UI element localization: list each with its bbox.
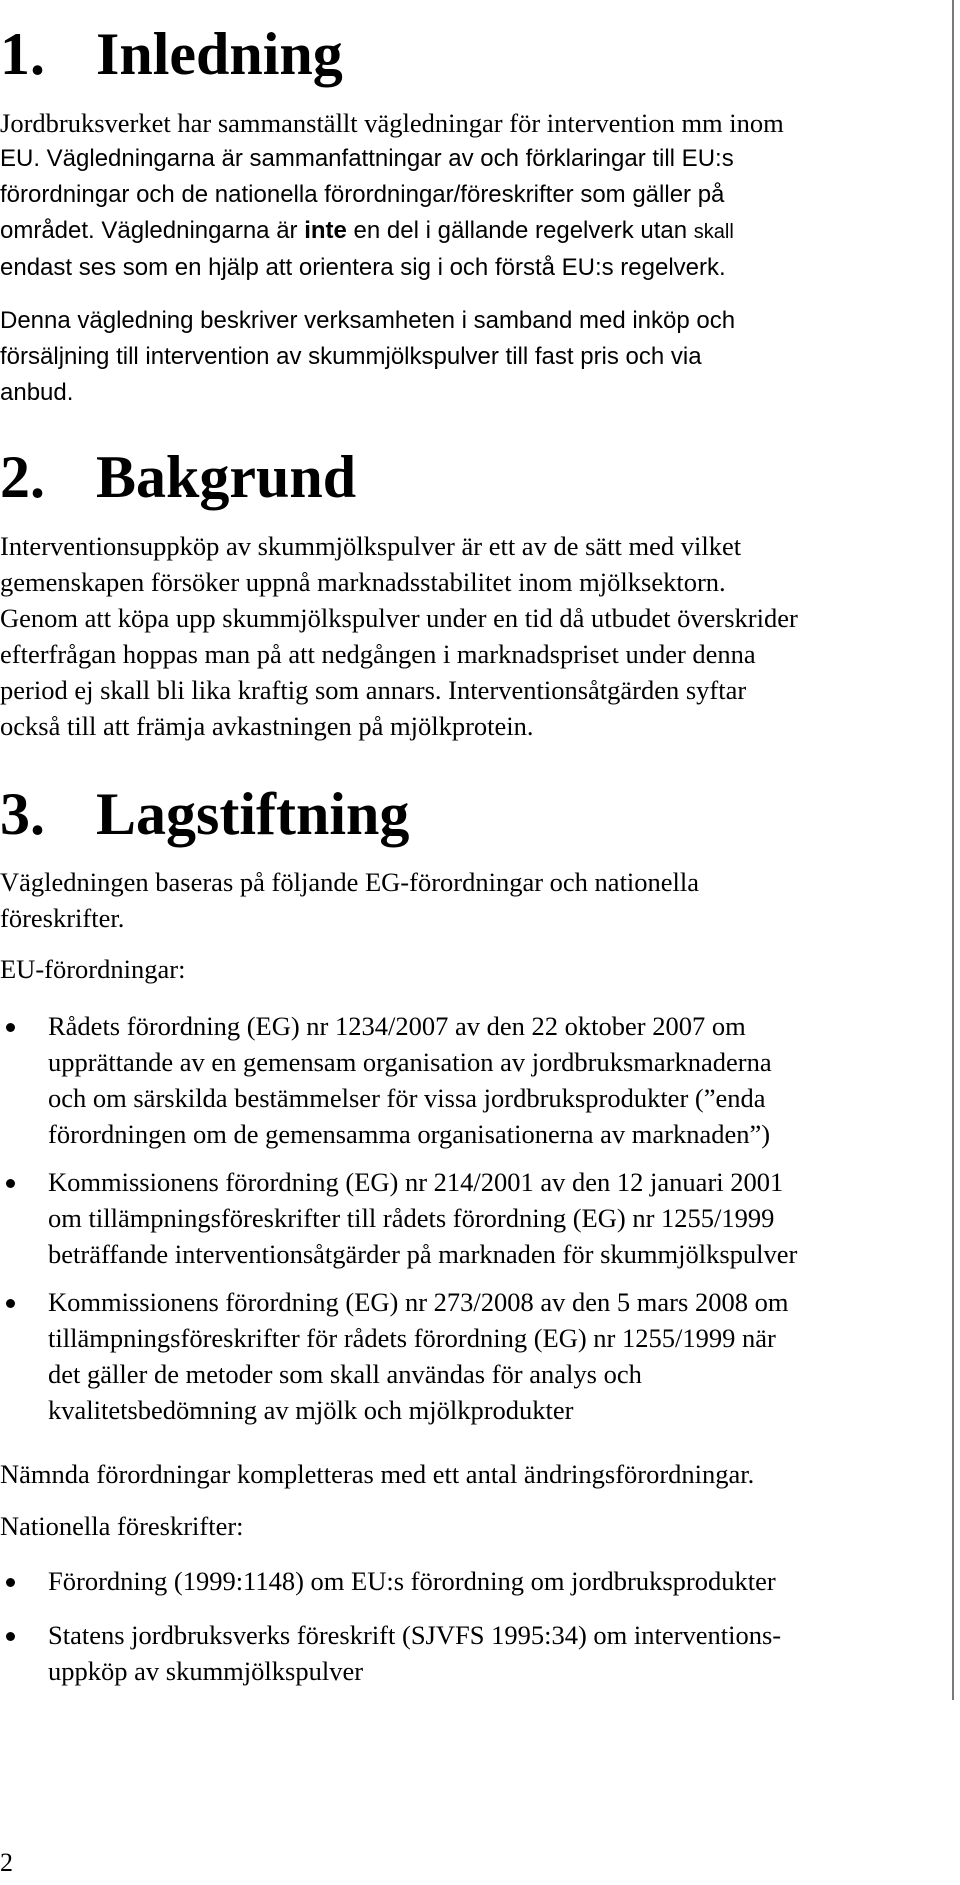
text-line: anbud. (0, 379, 74, 406)
label-nationella-foreskrifter (0, 1508, 950, 1544)
heading-title: Lagstiftning (96, 781, 410, 847)
text-line: endast ses som en hjälp att orientera sig i och förstå EU:s regelverk. (0, 254, 726, 281)
text-line: Denna vägledning beskriver verksamheten i samband med inköp och (0, 307, 736, 334)
list-item (0, 1008, 950, 1152)
heading-number: 2. (0, 444, 45, 510)
heading-inledning (0, 18, 343, 90)
text-line: Nämnda förordningar kompletteras med ett antal ändringsförordningar. (0, 1459, 755, 1489)
text-line: period ej skall bli lika kraftig som annars. Interventionsåtgärden syftar (0, 675, 747, 705)
text-line: om tillämpningsföreskrifter till rådets förordning (EG) nr 1255/1999 (48, 1203, 775, 1233)
heading-title: Bakgrund (96, 444, 357, 510)
page-number: 2 (0, 1848, 13, 1877)
list-nationella-foreskrifter (0, 1563, 950, 1689)
text-fragment: området. Vägledningarna är (0, 217, 305, 244)
text-line: det gäller de metoder som skall användas för analys och (48, 1359, 642, 1389)
text-line: Statens jordbruksverks föreskrift (SJVFS 1995:34) om interventions- (48, 1620, 782, 1650)
text-line: och om särskilda bestämmelser för vissa jordbruksprodukter (”enda (48, 1083, 766, 1113)
list-item (0, 1164, 950, 1272)
label-eu-forordningar (0, 951, 950, 987)
text-line: Jordbruksverket har sammanställt vägledningar för intervention mm inom (0, 108, 784, 138)
text-line: också till att främja avkastningen på mjölkprotein. (0, 711, 534, 741)
list-eu-forordningar (0, 1008, 950, 1428)
text-line: Rådets förordning (EG) nr 1234/2007 av den 22 oktober 2007 om (48, 1011, 746, 1041)
bullet-icon (6, 1179, 15, 1188)
paragraph-inledning-scope (0, 303, 950, 411)
text-line: Genom att köpa upp skummjölkspulver under en tid då utbudet överskrider (0, 603, 798, 633)
bullet-icon (6, 1578, 15, 1587)
text-line (0, 213, 950, 250)
text-line: Förordning (1999:1148) om EU:s förordning om jordbruksprodukter (48, 1566, 776, 1596)
bullet-icon (6, 1023, 15, 1032)
text-line: förordningar och de nationella förordningar/föreskrifter som gäller på (0, 181, 725, 208)
text-line: föreskrifter. (0, 903, 125, 933)
text-line: tillämpningsföreskrifter för rådets förordning (EG) nr 1255/1999 när (48, 1323, 776, 1353)
text-fragment-small: skall (693, 221, 734, 243)
paragraph-lagstiftning-intro (0, 864, 950, 936)
heading-bakgrund (0, 441, 356, 513)
heading-number: 1. (0, 21, 45, 87)
emphasis-inte: inte (304, 217, 347, 244)
text-line: Kommissionens förordning (EG) nr 273/2008 av den 5 mars 2008 om (48, 1287, 789, 1317)
text-line: beträffande interventionsåtgärder på marknaden för skummjölkspulver (48, 1239, 798, 1269)
list-item (0, 1563, 950, 1599)
text-line: förordningen om de gemensamma organisationerna av marknaden”) (48, 1119, 771, 1149)
heading-number: 3. (0, 781, 45, 847)
paragraph-inledning-intro (0, 105, 950, 286)
text-line: försäljning till intervention av skummjölkspulver till fast pris och via (0, 343, 702, 370)
text-line: Kommissionens förordning (EG) nr 214/2001 av den 12 januari 2001 (48, 1167, 784, 1197)
heading-lagstiftning (0, 778, 409, 850)
text-fragment: en del i gällande regelverk utan (346, 217, 694, 244)
text-line: Nationella föreskrifter: (0, 1511, 244, 1541)
paragraph-complement (0, 1456, 950, 1492)
text-line: efterfrågan hoppas man på att nedgången i marknadspriset under denna (0, 639, 756, 669)
text-line: EU. Vägledningarna är sammanfattningar av och förklaringar till EU:s (0, 145, 734, 172)
list-item (0, 1284, 950, 1428)
page-edge-rule (952, 0, 954, 1700)
bullet-icon (6, 1632, 15, 1641)
text-line: gemenskapen försöker uppnå marknadsstabilitet inom mjölksektorn. (0, 567, 726, 597)
bullet-icon (6, 1299, 15, 1308)
heading-title: Inledning (96, 21, 343, 87)
list-item (0, 1617, 950, 1689)
text-line: kvalitetsbedömning av mjölk och mjölkprodukter (48, 1395, 574, 1425)
text-line: Vägledningen baseras på följande EG-förordningar och nationella (0, 867, 700, 897)
text-line: uppköp av skummjölkspulver (48, 1656, 364, 1686)
text-line: Interventionsuppköp av skummjölkspulver är ett av de sätt med vilket (0, 531, 742, 561)
text-line: upprättande av en gemensam organisation av jordbruksmarknaderna (48, 1047, 772, 1077)
text-line: EU-förordningar: (0, 954, 186, 984)
paragraph-bakgrund (0, 528, 950, 744)
